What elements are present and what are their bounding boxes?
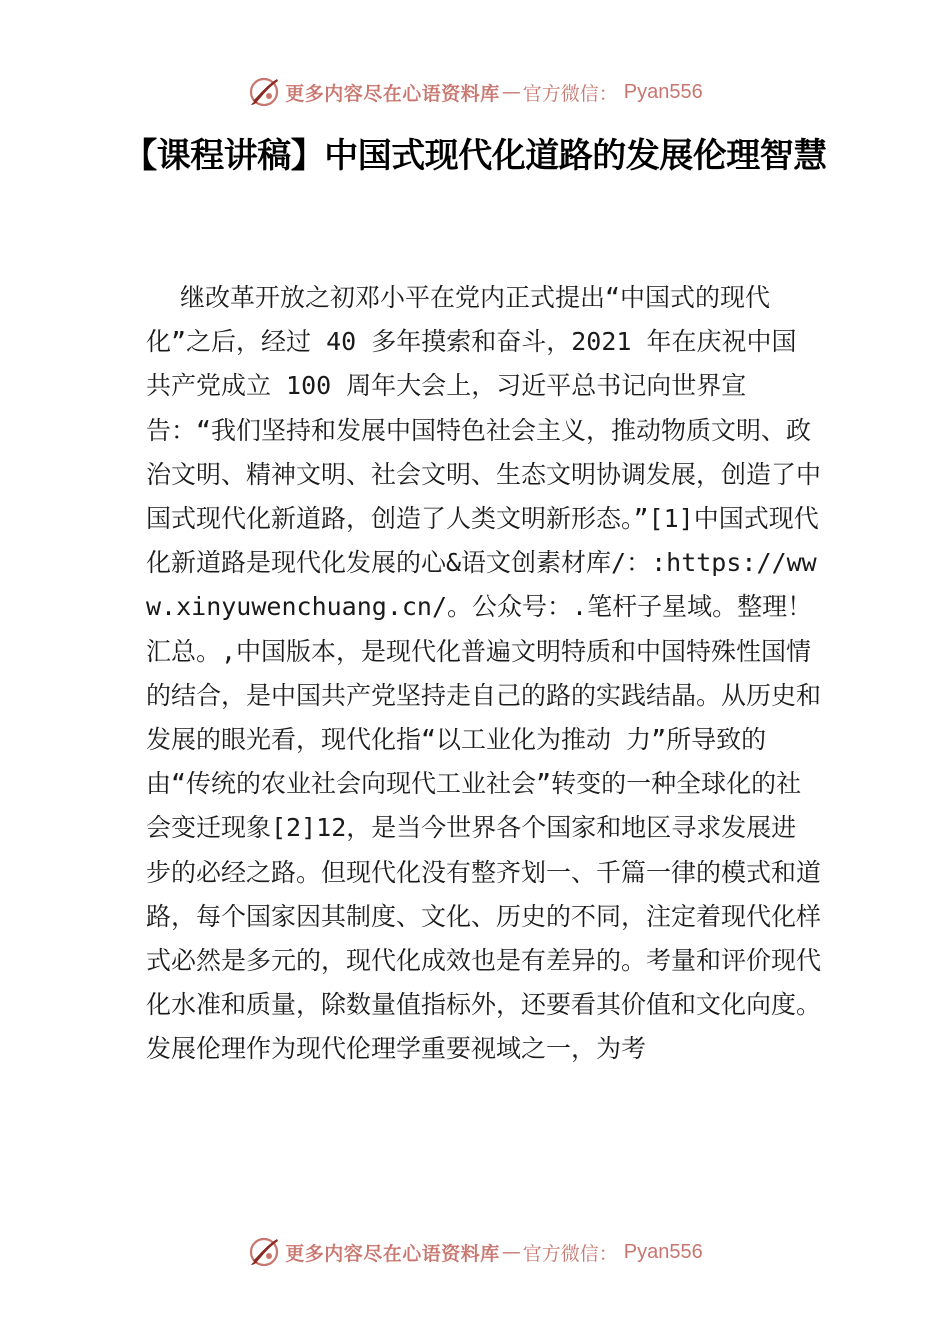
footer-banner [0, 1232, 950, 1272]
banner-dash: — [501, 1241, 521, 1263]
banner-text: 更多内容尽在心语资料库 [285, 1242, 500, 1265]
header-banner [0, 72, 950, 112]
banner-wechat-id: Pyan556 [623, 80, 703, 103]
banner-text: 更多内容尽在心语资料库 [285, 82, 500, 105]
banner-wechat-label: 官方微信： [522, 82, 618, 105]
brush-pen-logo-icon [247, 1235, 281, 1269]
banner-wechat-label: 官方微信： [522, 1242, 618, 1265]
banner-dash: — [501, 81, 521, 103]
brush-pen-logo-icon [247, 75, 281, 109]
body-paragraph: 继改革开放之初邓小平在党内正式提出“中国式的现代化”之后，经过 40 多年摸索和奋斗，2021 年在庆祝中国共产党成立 100 周年大会上，习近平总书记向世界宣告：“我们坚持和发展中国特色社会主义，推动物质文明、政治文明、精神文明、社会文明、生态文明协调发展，创造了中国式现代化新道路，创造了人类文明新形态。”[1]中国式现代化新道路是现代化发展的心&语文创素材库/：:https://www.xinyuwenchuang.cn/。公众号：.笔杆子星域。整理！汇总。,中国版本，是现代化普遍文明特质和中国特殊性国情的结合，是中国共产党坚持走自己的路的实践结晶。从历史和发展的眼光看，现代化指“以工业化为推动 力”所导致的由“传统的农业社会向现代工业社会”转变的一种全球化的社会变迁现象[2]12，是当今世界各个国家和地区寻求发展进步的必经之路。但现代化没有整齐划一、千篇一律的模式和道路，每个国家因其制度、文化、历史的不同，注定着现代化样式必然是多元的，现代化成效也是有差异的。考量和评价现代化水准和质量，除数量值指标外，还要看其价值和文化向度。发展伦理作为现代伦理学重要视域之一，为考 [146, 283, 822, 1064]
banner-wechat-id: Pyan556 [623, 1240, 703, 1263]
document-title: 【课程讲稿】中国式现代化道路的发展伦理智慧 [123, 136, 827, 176]
